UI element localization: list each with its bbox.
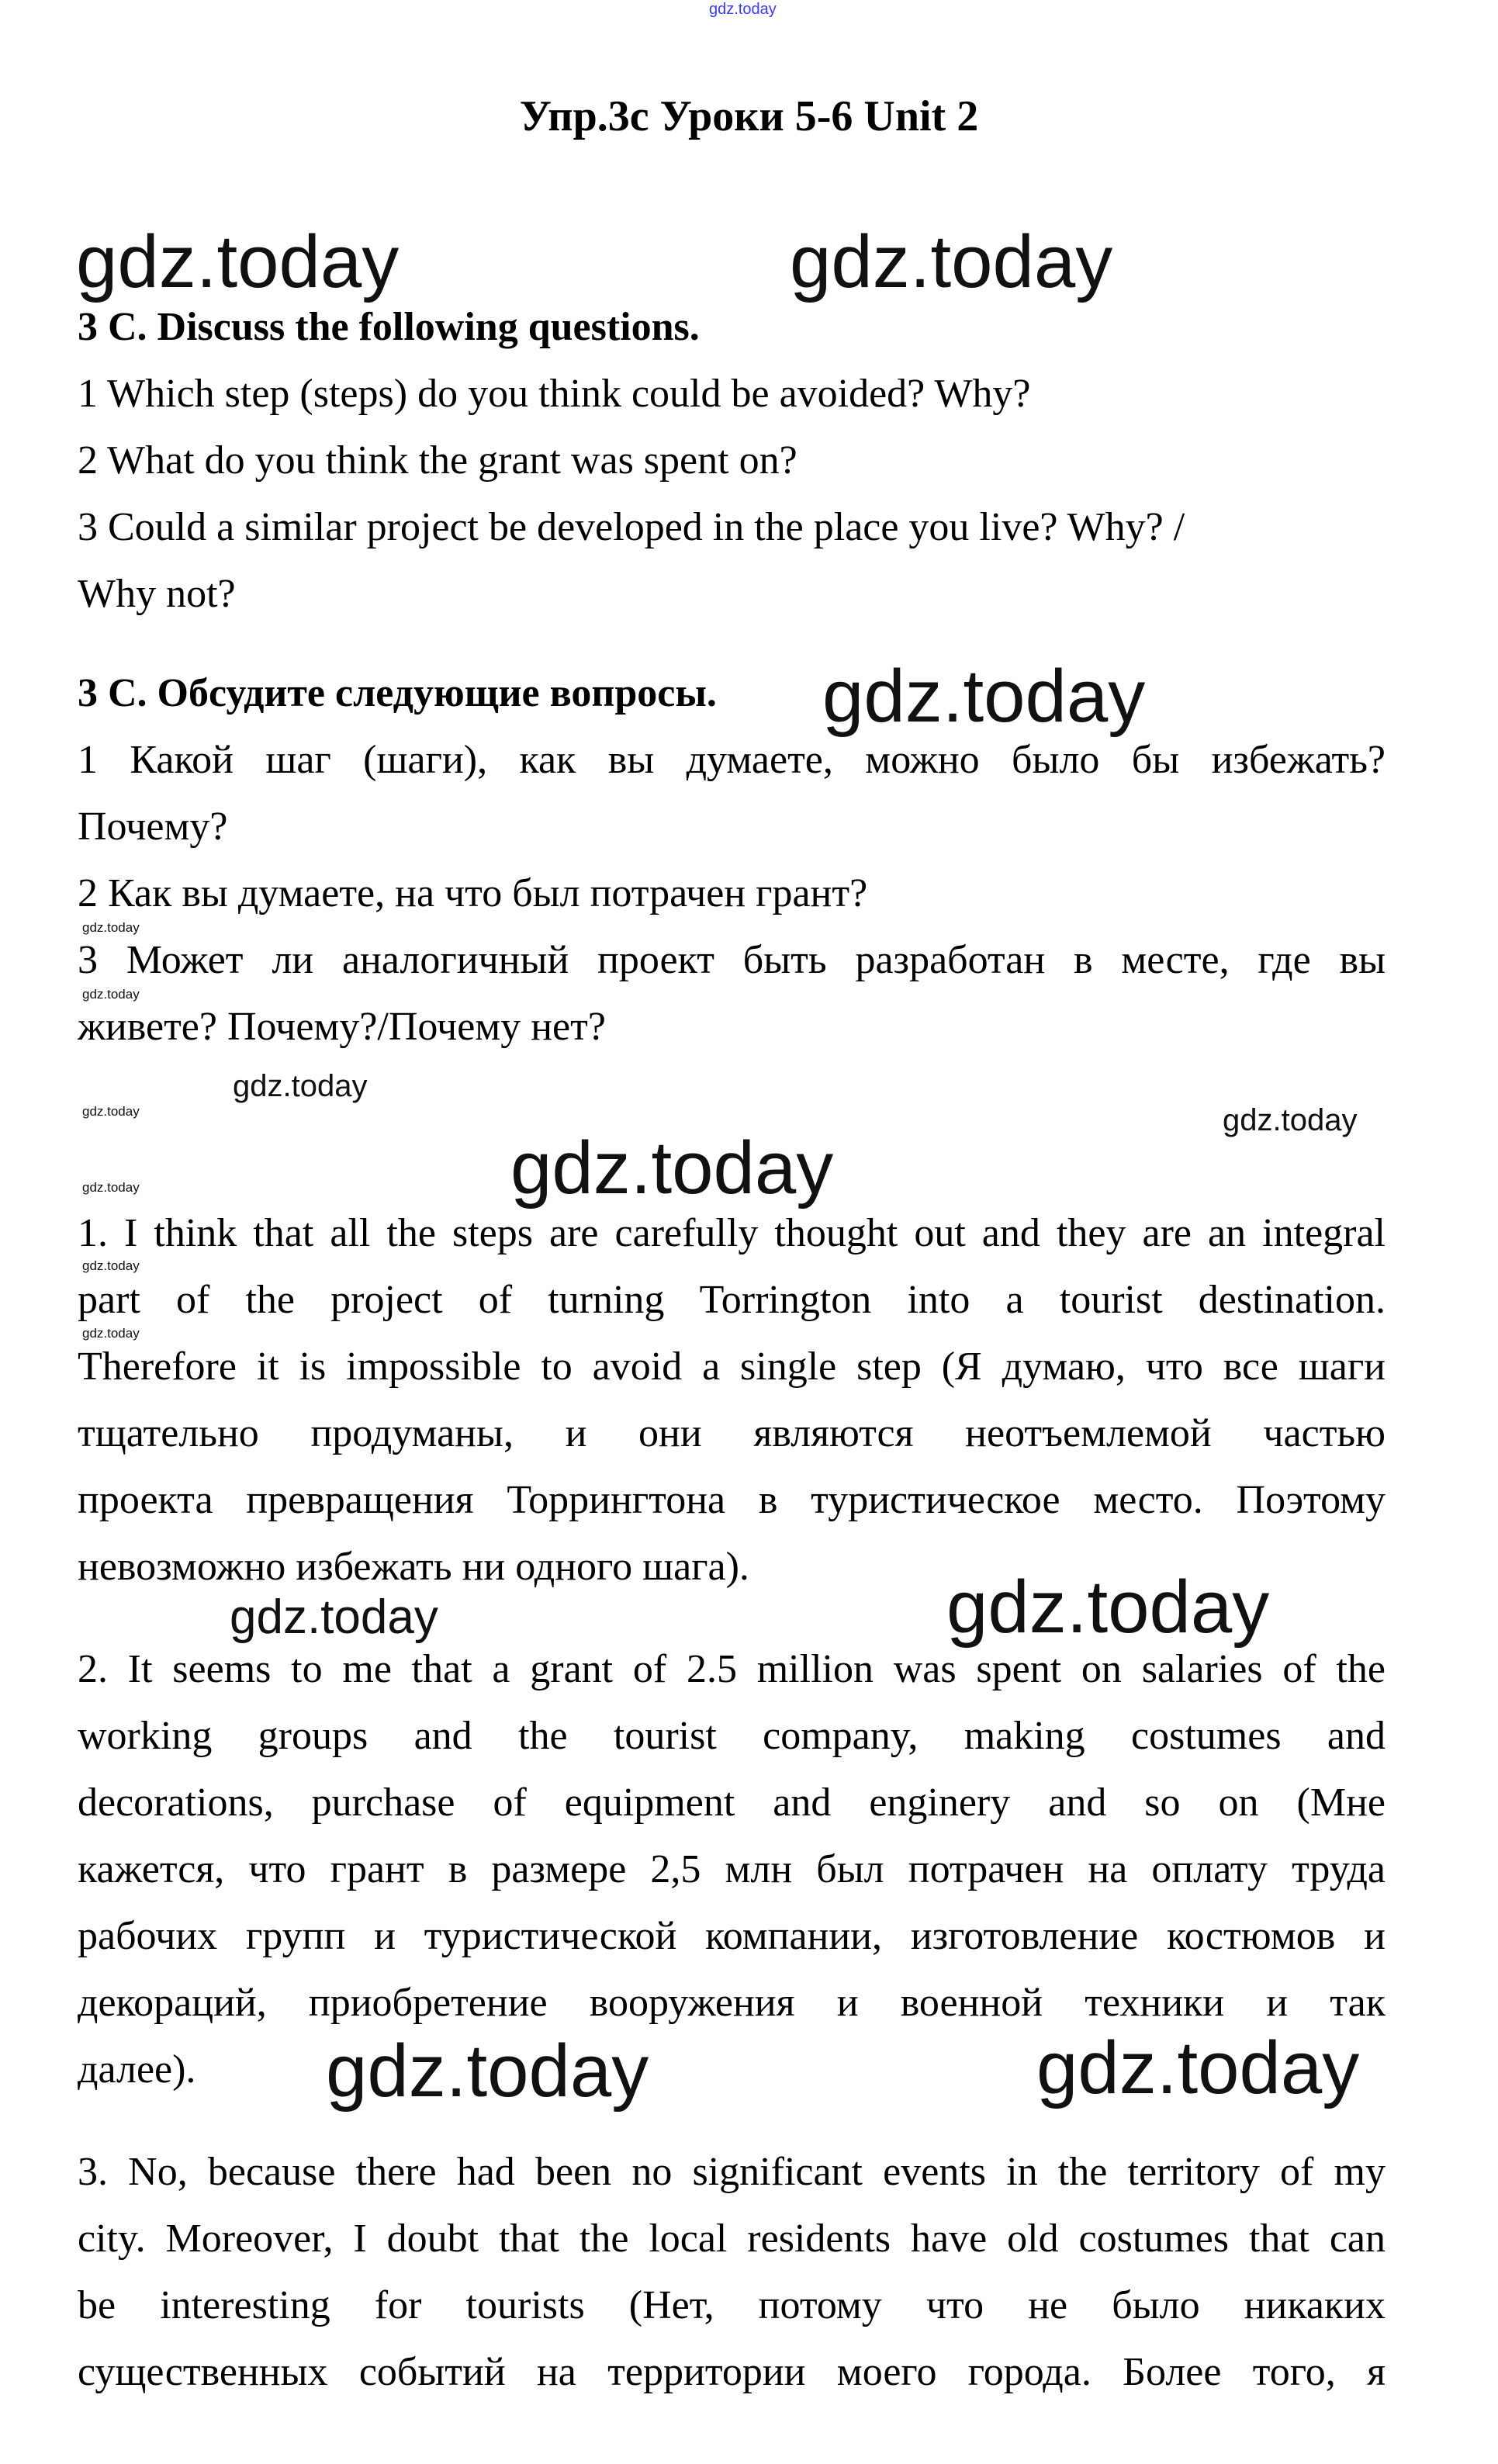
answer-3-line: city. Moreover, I doubt that the local residents have old costumes that can	[78, 2217, 1386, 2261]
question-ru-line: 1 Какой шаг (шаги), как вы думаете, можно было бы избежать?	[78, 738, 1386, 782]
watermark: gdz.today	[82, 1180, 140, 1195]
answer-2-line: кажется, что грант в размере 2,5 млн был потрачен на оплату труда	[78, 1847, 1386, 1891]
answer-1-line: 1. I think that all the steps are carefully thought out and they are an integral	[78, 1211, 1386, 1255]
question-ru-line: Почему?	[78, 805, 228, 849]
answer-2-line: далее).	[78, 2047, 196, 2092]
answer-1-line: тщательно продуманы, и они являются неотъемлемой частью	[78, 1411, 1386, 1455]
answer-1-line: Therefore it is impossible to avoid a single step (Я думаю, что все шаги	[78, 1344, 1386, 1389]
question-en-line: 3 Could a similar project be developed in the place you live? Why? /	[78, 505, 1185, 549]
watermark: gdz.today	[946, 1566, 1270, 1649]
watermark: gdz.today	[1223, 1103, 1358, 1137]
question-en-heading: 3 C. Discuss the following questions.	[78, 305, 700, 349]
answer-3-line: 3. No, because there had been no significant events in the territory of my	[78, 2150, 1386, 2194]
answer-2-line: декораций, приобретение вооружения и военной техники и так	[78, 1981, 1386, 2025]
question-en-line: 2 What do you think the grant was spent on?	[78, 438, 797, 483]
answer-1-line: проекта превращения Торрингтона в туристическое место. Поэтому	[78, 1478, 1386, 1522]
page-title: Упр.3c Уроки 5-6 Unit 2	[519, 92, 979, 140]
watermark-top: gdz.today	[709, 1, 777, 18]
watermark: gdz.today	[510, 1126, 834, 1210]
watermark: gdz.today	[822, 655, 1146, 738]
question-ru-line: 3 Может ли аналогичный проект быть разработан в месте, где вы	[78, 938, 1386, 982]
answer-1-line: part of the project of turning Torrington into a tourist destination.	[78, 1278, 1386, 1322]
answer-3-line: be interesting for tourists (Нет, потому что не было никаких	[78, 2283, 1386, 2327]
answer-1-line: невозможно избежать ни одного шага).	[78, 1545, 749, 1589]
watermark: gdz.today	[82, 1104, 140, 1119]
watermark: gdz.today	[82, 920, 140, 935]
question-en-line: Why not?	[78, 572, 236, 616]
watermark: gdz.today	[82, 987, 140, 1002]
watermark: gdz.today	[233, 1069, 368, 1103]
watermark: gdz.today	[326, 2030, 649, 2113]
watermark: gdz.today	[230, 1590, 438, 1644]
question-ru-line: 2 Как вы думаете, на что был потрачен грант?	[78, 871, 868, 915]
watermark: gdz.today	[82, 1326, 140, 1341]
question-en-line: 1 Which step (steps) do you think could be avoided? Why?	[78, 372, 1031, 416]
answer-2-line: decorations, purchase of equipment and enginery and so on (Мне	[78, 1781, 1386, 1825]
watermark: gdz.today	[82, 1258, 140, 1273]
watermark: gdz.today	[1036, 2026, 1360, 2109]
answer-2-line: рабочих групп и туристической компании, изготовление костюмов и	[78, 1914, 1386, 1958]
question-ru-heading: 3 C. Обсудите следующие вопросы.	[78, 671, 717, 715]
answer-3-line: существенных событий на территории моего города. Более того, я	[78, 2350, 1386, 2394]
watermark: gdz.today	[790, 220, 1113, 303]
answer-2-line: working groups and the tourist company, making costumes and	[78, 1714, 1386, 1758]
answer-2-line: 2. It seems to me that a grant of 2.5 million was spent on salaries of the	[78, 1647, 1386, 1691]
question-ru-line: живете? Почему?/Почему нет?	[78, 1005, 606, 1049]
watermark: gdz.today	[76, 220, 400, 303]
